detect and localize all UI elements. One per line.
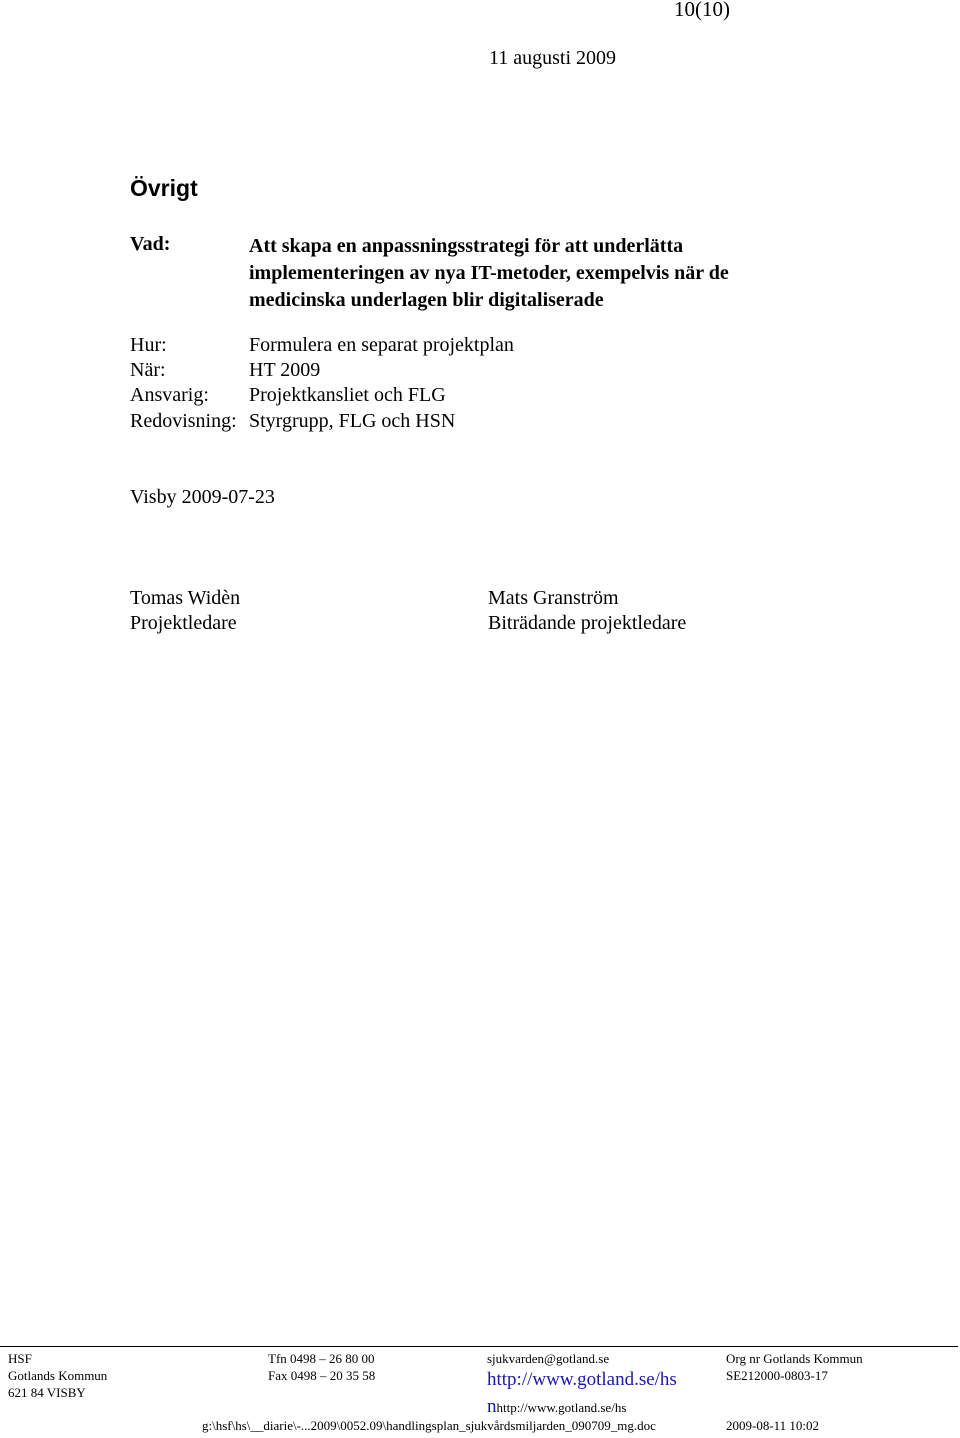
footer-website-link[interactable]: http://www.gotland.se/hs xyxy=(487,1369,677,1390)
footer-file-datetime: 2009-08-11 10:02 xyxy=(726,1418,820,1433)
ansvarig-value: Projektkansliet och FLG xyxy=(249,384,446,406)
footer-phone: Tfn 0498 – 26 80 00 xyxy=(268,1351,375,1366)
page-number: 10(10) xyxy=(674,0,730,21)
ansvarig-label: Ansvarig: xyxy=(130,384,209,406)
footer-org-line: 621 84 VISBY xyxy=(8,1385,86,1400)
footer-org-line: Gotlands Kommun xyxy=(8,1368,108,1383)
footer-fax: Fax 0498 – 20 35 58 xyxy=(268,1368,376,1383)
footer-website-prefix: n xyxy=(487,1396,497,1417)
nar-label: När: xyxy=(130,359,166,381)
nar-value: HT 2009 xyxy=(249,359,321,381)
footer-org-nr-label: Org nr Gotlands Kommun xyxy=(726,1351,863,1366)
vad-text xyxy=(249,233,729,314)
vad-line: Att skapa en anpassningsstrategi för att underlätta xyxy=(249,235,684,257)
footer-file-path: g:\hsf\hs\__diarie\-...2009\0052.09\handlingsplan_sjukvårdsmiljarden_090709_mg.doc xyxy=(202,1418,656,1433)
signature-role: Biträdande projektledare xyxy=(488,612,687,634)
hur-label: Hur: xyxy=(130,334,167,356)
signature-role: Projektledare xyxy=(130,612,237,634)
vad-line: implementeringen av nya IT-metoder, exempelvis när de xyxy=(249,262,729,284)
footer-org-nr: SE212000-0803-17 xyxy=(726,1368,828,1383)
signature-name: Tomas Widèn xyxy=(130,587,241,609)
vad-label: Vad: xyxy=(130,233,171,255)
place-date: Visby 2009-07-23 xyxy=(130,486,275,508)
signature-name: Mats Granström xyxy=(488,587,619,609)
footer-email[interactable]: sjukvarden@gotland.se xyxy=(487,1351,610,1366)
footer-website-small[interactable] xyxy=(487,1396,626,1418)
section-heading: Övrigt xyxy=(130,175,198,201)
vad-line: medicinska underlagen blir digitaliserade xyxy=(249,289,604,311)
footer-website-small-text: http://www.gotland.se/hs xyxy=(496,1400,627,1415)
redovisning-label: Redovisning: xyxy=(130,410,237,432)
footer-divider xyxy=(0,1346,958,1347)
hur-value: Formulera en separat projektplan xyxy=(249,334,514,356)
document-date: 11 augusti 2009 xyxy=(489,47,617,69)
footer-org-line: HSF xyxy=(8,1351,32,1366)
redovisning-value: Styrgrupp, FLG och HSN xyxy=(249,410,456,432)
